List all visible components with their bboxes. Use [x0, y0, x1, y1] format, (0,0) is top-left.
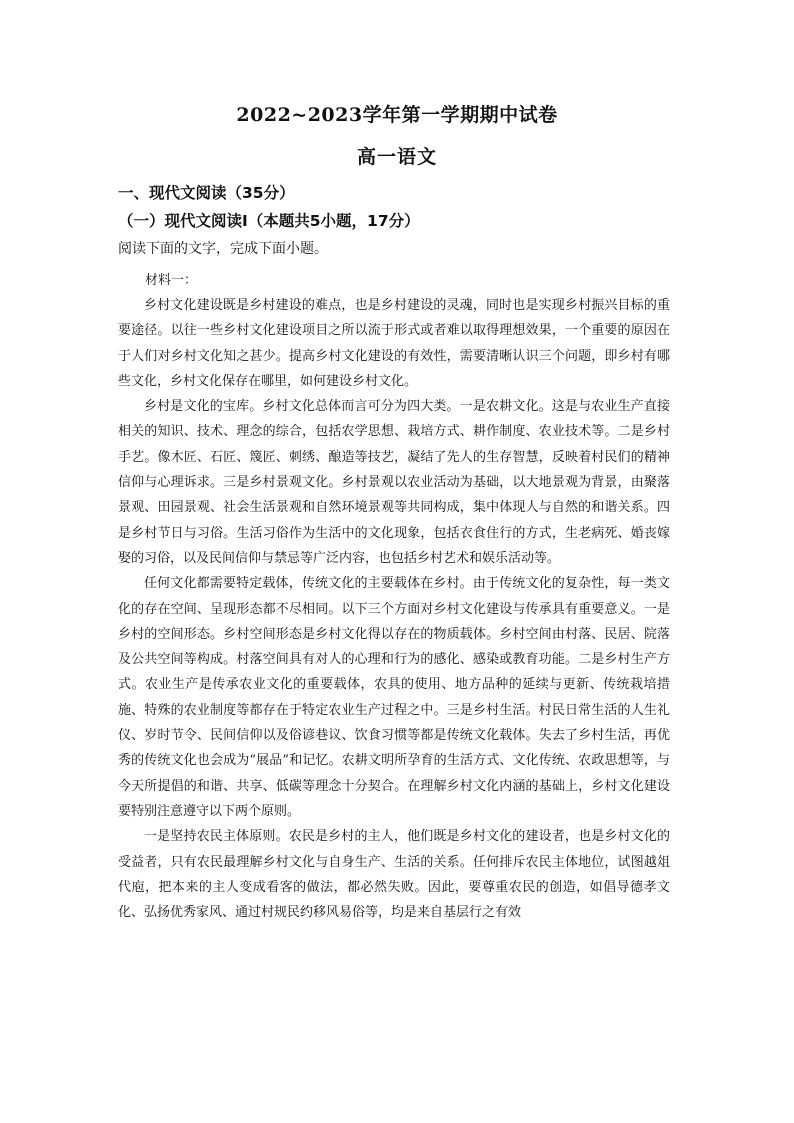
reading-instruction: 阅读下面的文字，完成下面小题。 [118, 241, 328, 257]
reading-passage [118, 293, 670, 925]
subject-title: 高一语文 [356, 146, 437, 168]
section-heading: 一、现代文阅读（35分） [118, 184, 295, 202]
passage-paragraph-4: 一是坚持农民主体原则。农民是乡村的主人，他们既是乡村文化的建设者，也是乡村文化的受益者，只有农民最理解乡村文化与自身生产、生活的关系。任何排斥农民主体地位，试图越俎代庖，把本来的主人变成看客的做法，都必然失败。因此，要尊重农民的创造，如倡导德孝文化、弘扬优秀家风、通过村规民约移风易俗等，均是来自基层行之有效 [118, 829, 670, 921]
passage-paragraph-1: 乡村文化建设既是乡村建设的难点，也是乡村建设的灵魂，同时也是实现乡村振兴目标的重要途径。以往一些乡村文化建设项目之所以流于形式或者难以取得理想效果，一个重要的原因在于人们对乡村文化知之甚少。提高乡村文化建设的有效性，需要清晰认识三个问题，即乡村有哪些文化，乡村文化保存在哪里，如何建设乡村文化。 [118, 298, 670, 389]
material-label: 材料一： [145, 273, 198, 288]
exam-title: 2022~2023学年第一学期期中试卷 [236, 104, 558, 126]
passage-paragraph-3: 任何文化都需要特定载体，传统文化的主要载体在乡村。由于传统文化的复杂性，每一类文化的存在空间、呈现形态都不尽相同。以下三个方面对乡村文化建设与传承具有重要意义。一是乡村的空间形态。乡村空间形态是乡村文化得以存在的物质载体。乡村空间由村落、民居、院落及公共空间等构成。村落空间具有对人的心理和行为的感化、感染或教育功能。二是乡村生产方式。农业生产是传承农业文化的重要载体，农具的使用、地方品种的延续与更新、传统栽培措施、特殊的农业制度等都存在于特定农业生产过程之中。三是乡村生活。村民日常生活的人生礼仪、岁时节令、民间信仰以及俗谚巷议、饮食习惯等都是传统文化载体。失去了乡村生活，再优秀的传统文化也会成为“展品”和记忆。农耕文明所孕育的生活方式、文化传统、农政思想等，与今天所提倡的和谐、共享、低碳等理念十分契合。在理解乡村文化内涵的基础上，乡村文化建设要特别注意遵守以下两个原则。 [118, 576, 670, 819]
passage-paragraph-2: 乡村是文化的宝库。乡村文化总体而言可分为四大类。一是农耕文化。这是与农业生产直接相关的知识、技术、理念的综合，包括农学思想、栽培方式、耕作制度、农业技术等。二是乡村手艺。像木匠、石匠、篾匠、刺绣、酿造等技艺，凝结了先人的生存智慧，反映着村民们的精神信仰与心理诉求。三是乡村景观文化。乡村景观以农业活动为基础，以大地景观为背景，由聚落景观、田园景观、社会生活景观和自然环境景观等共同构成，集中体现人与自然的和谐关系。四是乡村节日与习俗。生活习俗作为生活中的文化现象，包括衣食住行的方式，生老病死、婚丧嫁娶的习俗，以及民间信仰与禁忌等广泛内容，也包括乡村艺术和娱乐活动等。 [118, 399, 670, 566]
subsection-heading: （一）现代文阅读Ⅰ（本题共5小题，17分） [118, 212, 420, 230]
